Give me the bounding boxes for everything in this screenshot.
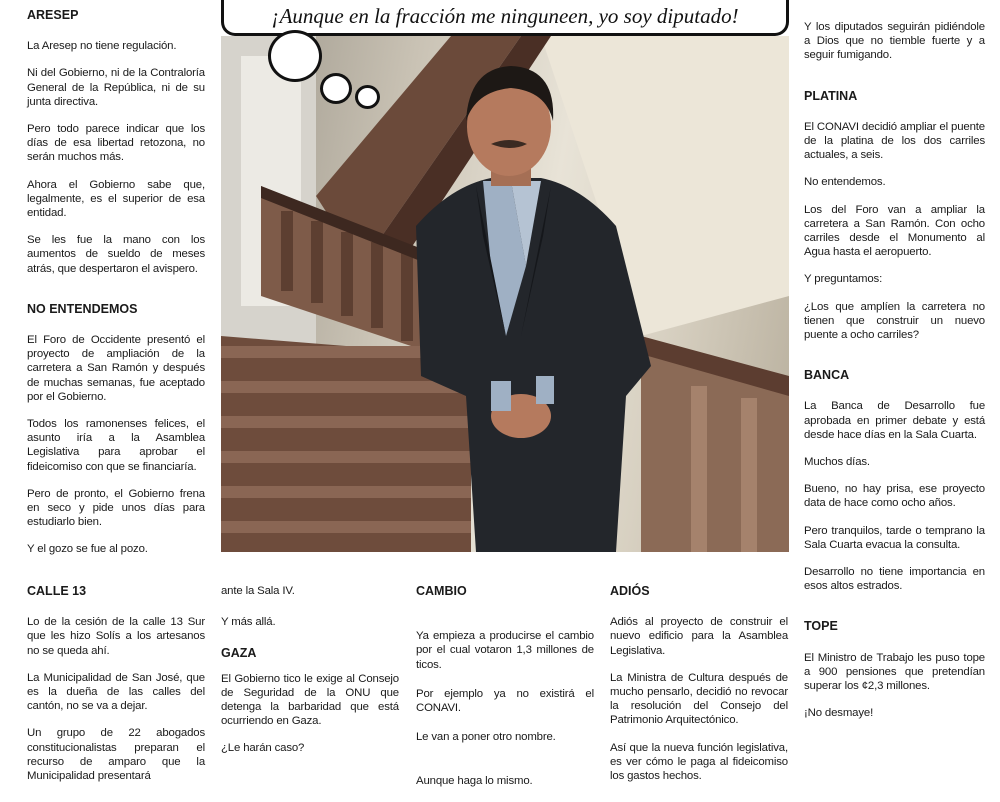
paragraph: Ahora el Gobierno sabe que, legalmente, es el superior de esa entidad. xyxy=(27,178,205,220)
heading-no-entendemos: NO ENTENDEMOS xyxy=(27,301,138,316)
paragraph: ¿Le harán caso? xyxy=(221,742,305,755)
paragraph: El Foro de Occidente presentó el proyecto de ampliación de la carretera a San Ramón y después de muchas semanas, fue aceptado por el Gobierno. xyxy=(27,334,205,403)
paragraph: Pero todo parece indicar que los días de esa libertad retozona, no serán muchos más. xyxy=(27,123,205,164)
heading-adios: ADIÓS xyxy=(610,584,650,598)
paragraph: ¿Los que amplíen la carretera no tienen que construir un nuevo puente a ocho carriles? xyxy=(804,300,985,342)
paragraph: El Gobierno tico le exige al Consejo de Seguridad de la ONU que detenga la barbaridad que está ocurriendo en Gaza. xyxy=(221,672,399,728)
column-bottom-2 xyxy=(221,584,399,769)
heading-tope: TOPE xyxy=(804,619,838,634)
heading-aresep: ARESEP xyxy=(27,8,79,22)
paragraph: La Ministra de Cultura después de mucho pensarlo, decidió no revocar la resolución del Consejo del Patrimonio Arquitectónico. xyxy=(610,671,788,727)
paragraph: Y más allá. xyxy=(221,616,276,629)
paragraph: La Aresep no tiene regulación. xyxy=(27,40,177,53)
paragraph: La Banca de Desarrollo fue aprobada en primer debate y está desde hace días en la Sala Cuarta. xyxy=(804,400,985,441)
paragraph: Pero de pronto, el Gobierno frena en seco y pide unos días para estudiarlo bien. xyxy=(27,487,205,529)
photo-man-on-staircase xyxy=(221,36,789,552)
column-bottom-3 xyxy=(416,584,594,802)
paragraph: Y preguntamos: xyxy=(804,273,883,286)
paragraph: Ya empieza a producirse el cambio por el cual votaron 1,3 millones de ticos. xyxy=(416,630,594,671)
paragraph: El CONAVI decidió ampliar el puente de la platina de los dos carriles actuales, a seis. xyxy=(804,120,985,162)
paragraph: Un grupo de 22 abogados constitucionalistas preparan el recurso de amparo que la Municipalidad presentará xyxy=(27,727,205,783)
paragraph: No entendemos. xyxy=(804,176,886,189)
speech-caption: ¡Aunque en la fracción me ninguneen, yo soy diputado! xyxy=(271,4,739,28)
paragraph: Bueno, no hay prisa, ese proyecto data de hace como ocho años. xyxy=(804,483,985,510)
paragraph: Así que la nueva función legislativa, es ver cómo le paga al fideicomiso los gastos hechos. xyxy=(610,741,788,783)
column-left xyxy=(27,8,205,570)
thought-bubble-medium xyxy=(320,73,352,104)
paragraph: Por ejemplo ya no existirá el CONAVI. xyxy=(416,687,594,715)
column-bottom-1 xyxy=(27,584,205,796)
heading-banca: BANCA xyxy=(804,368,850,383)
paragraph: Ni del Gobierno, ni de la Contraloría General de la República, ni de su junta directiva. xyxy=(27,67,205,108)
paragraph: Le van a poner otro nombre. xyxy=(416,731,556,744)
paragraph: Desarrollo no tiene importancia en esos altos estrados. xyxy=(804,566,985,593)
thought-bubble-small xyxy=(355,85,380,109)
paragraph: Muchos días. xyxy=(804,456,870,469)
paragraph: Y los diputados seguirán pidiéndole a Dios que no tiemble fuerte y a seguir fumigando. xyxy=(804,21,985,62)
paragraph: La Municipalidad de San José, que es la dueña de las calles del cantón, no se va a dejar. xyxy=(27,671,205,713)
paragraph: Aunque haga lo mismo. xyxy=(416,775,533,788)
speech-caption-box xyxy=(221,0,789,36)
paragraph: Se les fue la mano con los aumentos de sueldo de meses atrás, que despertaron el avispero. xyxy=(27,234,205,275)
paragraph: Pero tranquilos, tarde o temprano la Sala Cuarta evacua la consulta. xyxy=(804,524,985,551)
heading-gaza: GAZA xyxy=(221,646,257,661)
photo-illustration xyxy=(221,36,789,552)
paragraph: Los del Foro van a ampliar la carretera a San Ramón. Con ocho carriles desde el Monumento al Agua hasta el aeropuerto. xyxy=(804,203,985,259)
paragraph: Y el gozo se fue al pozo. xyxy=(27,543,148,556)
thought-bubble-large xyxy=(268,30,322,82)
paragraph: Lo de la cesión de la calle 13 Sur que les hizo Solís a los artesanos no se queda ahí. xyxy=(27,616,205,657)
heading-calle-13: CALLE 13 xyxy=(27,584,87,598)
heading-cambio: CAMBIO xyxy=(416,584,467,598)
column-right xyxy=(804,20,985,734)
paragraph: ante la Sala IV. xyxy=(221,585,295,597)
paragraph: Todos los ramonenses felices, el asunto iría a la Asamblea Legislativa para aprobar el fideicomiso con que se financiaría. xyxy=(27,418,205,473)
heading-platina: PLATINA xyxy=(804,88,858,103)
column-bottom-4 xyxy=(610,584,788,796)
paragraph: El Ministro de Trabajo les puso tope a 900 pensiones que pretendían superar los ¢2,3 millones. xyxy=(804,651,985,693)
paragraph: ¡No desmaye! xyxy=(804,707,874,720)
paragraph: Adiós al proyecto de construir el nuevo edificio para la Asamblea Legislativa. xyxy=(610,616,788,657)
